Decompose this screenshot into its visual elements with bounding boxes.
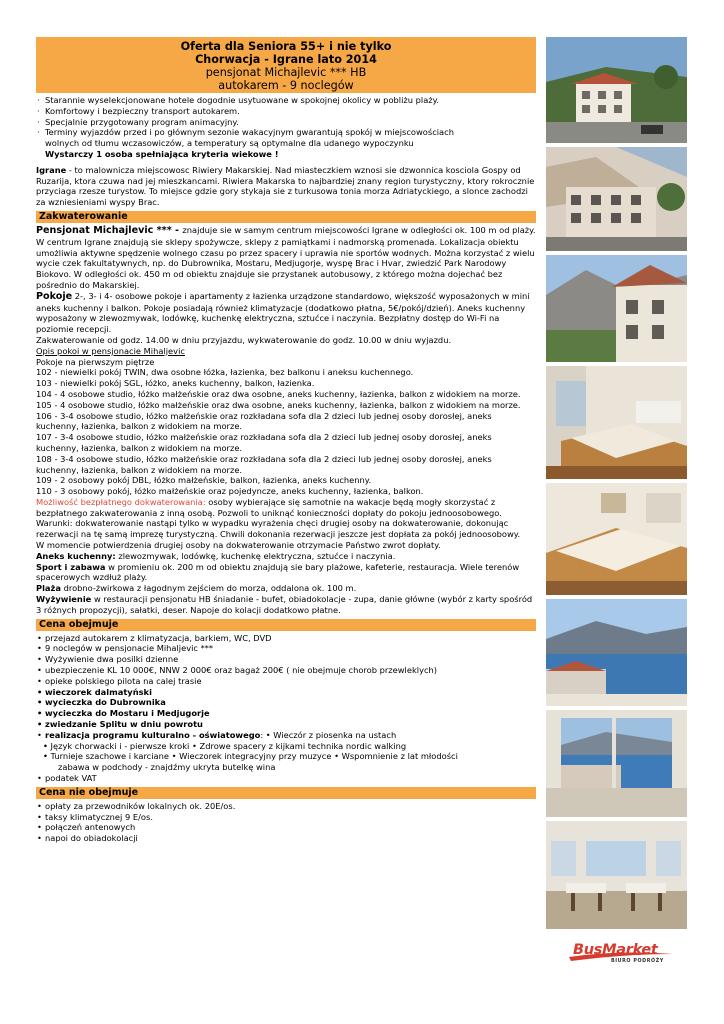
pokoje-description: Pokoje 2-, 3- i 4- osobowe pokoje i apartamenty z łazienka urządzone standardowo, większość wyposażonych w mini aneks kuchenny i balkon. Pokoje posiadają również klimatyzacje (dodatkowo płatna, 5€/pokój/dzień). Aneks kuchenny wyposażony w zlewozmywak, lodówkę, kuchenkę elektryczna, sztućce i naczynia. Bezpłatny dostęp do Wi-Fi na poziomie recepcji.	[36, 290, 530, 335]
intro-bullets	[36, 95, 536, 160]
excluded-list	[36, 801, 536, 844]
room-104: 104 - 4 osobowe studio, łóżko małżeńskie oraz dwa osobne, aneks kuchenny, łazienka, balkon z widokiem na morze.	[36, 388, 521, 399]
list-item: • ubezpieczenie KL 10 000€, NNW 2 000€ oraz bagaż 200€ ( nie obejmuje chorob przewleklych)	[36, 665, 536, 676]
pensjonat-description: Pensjonat Michajlevic *** - znajduje sie w samym centrum miejscowości Igrane w odległości ok. 100 m od plaży. W centrum Igrane znajdują sie sklepy spożywcze, sklepy z pamiątkami i nadmorską promenada. Lokalizacja obiektu umożliwia aktywne spędzenie wolnego czasu po przez spacery i uprawia nie sportów wodnych. Można korzystać z wielu wycie czek fakultatywnych, np. do Dubrownika, Mostaru, Medjugorje, wyspę Brac i Hvar, zwiedzić Park Narodowy Biokovo. W odległości ok. 450 m od obiektu znajduje sie przystanek autobusowy, z którego można dojechać bez pośrednio do Makarskiej.	[36, 224, 536, 290]
list-item: • realizacja programu kulturalno - oświatowego: • Wieczór z piosenka na ustach	[36, 730, 536, 741]
offer-title: Oferta dla Seniora 55+ i nie tylko	[180, 40, 392, 53]
room-103: 103 - niewielki pokój SGL, łóżko, aneks kuchenny, balkon, łazienka.	[36, 378, 315, 389]
busmarket-logo: BusMarket BIURO PODRÓŻY	[567, 940, 677, 970]
offer-content	[36, 37, 536, 844]
list-item: • taksy klimatycznej 9 E/os.	[36, 812, 536, 823]
room-105: 105 - 4 osobowe studio, łóżko małżeńskie oraz dwa osobne, aneks kuchenny, łazienka, balkon z widokiem na morze.	[36, 399, 521, 410]
list-item: • przejazd autokarem z klimatyzacja, barkiem, WC, DVD	[36, 633, 536, 644]
list-item: • zwiedzanie Splitu w dniu powrotu	[36, 719, 536, 730]
offer-subtitle: Chorwacja - Igrane lato 2014	[195, 53, 377, 66]
dokwaterowanie-info: Możliwość bezpłatnego dokwaterowania: osoby wybierające się samotnie na wakacje będą mogły skorzystać z bezpłatnego zakwaterowania z inną osobą. Pozwoli to uniknąć konieczności dopłaty do pokoju jednoosobowego.	[36, 496, 502, 518]
meals-info: Wyżywienie w restauracji pensjonatu HB śniadanie - bufet, obiadokolacje - zupa, danie główne (wybór z karty spośród 3 różnych propozycji), sałatki, deser. Napoje do kolacji dodatkowo płatne.	[36, 594, 533, 615]
warunki-info: Warunki: dokwaterowanie nastąpi tylko w wypadku wyrażenia chęci drugiej osoby na dokwaterowanie, dokonując rezerwacji na tę samą imprezę turystyczną. Chwili dokonania rezerwacji jeszcze jest dopłata za pokój jednoosobowy.	[36, 518, 521, 540]
photo-column	[546, 37, 687, 929]
aneks-info: Aneks kuchenny: zlewozmywak, lodówkę, kuchenkę elektryczna, sztućce i naczynia.	[36, 550, 396, 561]
hotel-street-photo	[546, 147, 687, 251]
list-item: · Specjalnie przygotowany program animacyjny.	[36, 117, 536, 128]
room-108: 108 - 3-4 osobowe studio, łóżko małżeńskie oraz rozkładana sofa dla 2 dzieci lub jednej osoby dorosłej, aneks kuchenny, łazienka, balkon z widokiem na morze.	[36, 453, 492, 475]
section-header-cena-nie-obejmuje: Cena nie obejmuje	[36, 787, 536, 799]
age-criteria: Wystarczy 1 osoba spełniająca kryteria wiekowe !	[45, 148, 279, 159]
list-item: • • Język chorwacki i - pierwsze kroki • Zdrowe spacery z kijkami technika nordic walking	[36, 741, 536, 752]
list-item: wolnych od tłumu wczasowiczów, a temperatury są optymalne dla udanego wypoczynku	[45, 138, 414, 149]
list-item: • wycieczka do Dubrownika	[36, 697, 536, 708]
room-106: 106 - 3-4 osobowe studio, łóżko małżeńskie oraz rozkładana sofa dla 2 dzieci lub jednej osoby dorosłej, aneks kuchenny, łazienka, balkon z widokiem na morze.	[36, 410, 492, 432]
list-item: · Komfortowy i bezpieczny transport autokarem.	[36, 106, 536, 117]
igrane-description: Igrane - to malownicza miejscowosc Riwiery Makarskiej. Nad miasteczkiem wznosi sie dzwonnica kosciola Gospy od Ruzarija, ktora czuwa nad jej mieszkancami. Riwiera Makarska to najbardziej znany region turystyczny, ktory rokrocznie przyciaga rzesze turystow. To miejsce gdzie gory stykaja sie z turkusowa tonia morza Adriatyckiego, a slonce zachodzi za wzniesieniami wyspy Brac.	[36, 164, 535, 208]
room-110: 110 - 3 osobowy pokój, łóżko małżeńskie oraz pojedyncze, aneks kuchenny, łazienka, balkon.	[36, 486, 424, 497]
rooms-title: Opis pokoi w pensjonacie Mihaljevic	[36, 345, 185, 356]
transport-info: autokarem - 9 noclegów	[218, 79, 354, 92]
list-item: • 9 noclegów w pensjonacie Mihaljevic ***	[36, 643, 536, 654]
section-header-cena-obejmuje: Cena obejmuje	[36, 619, 536, 631]
list-item: • wycieczka do Mostaru i Medjugorje	[36, 708, 536, 719]
floor-label: Pokoje na pierwszym piętrze	[36, 356, 155, 367]
list-item: • opieke polskiego pilota na calej trasie	[36, 676, 536, 687]
list-item: • • Turnieje szachowe i karciane • Wieczorek integracyjny przy muzyce • Wspomnienie z lat młodości	[36, 751, 536, 762]
balcony-view-photo	[546, 710, 687, 817]
room-photo-1	[546, 366, 687, 479]
sport-info: Sport i zabawa w promieniu ok. 200 m od obiektu znajdują sie bary plażowe, kafeterie, restauracja. Wiele terenów spacerowych wzdłuż plaży.	[36, 561, 520, 583]
list-item: • Wyżywienie dwa posilki dzienne	[36, 654, 536, 665]
list-item: • napoi do obiadokolacji	[36, 833, 536, 844]
list-item: • połączeń antenowych	[36, 822, 536, 833]
list-item: zabawa w podchody - znajdźmy ukryta butelkę wina	[58, 762, 276, 773]
room-107: 107 - 3-4 osobowe studio, łóżko małżeńskie oraz rozkładana sofa dla 2 dzieci lub jednej osoby dorosłej, aneks kuchenny, łazienka, balkon z widokiem na morze.	[36, 432, 492, 453]
list-item: · Terminy wyjazdów przed i po głównym sezonie wakacyjnym gwarantują spokój w miejscowościach	[36, 127, 536, 138]
check-in-hours: Zakwaterowanie od godz. 14.00 w dniu przyjazdu, wykwaterowanie do godz. 10.00 w dniu wyjazdu.	[36, 334, 452, 345]
hotel-name: pensjonat Michajlevic *** HB	[205, 66, 367, 79]
beach-info: Plaża drobno-żwirkowa z łagodnym zejściem do morza, oddalona ok. 100 m.	[36, 583, 357, 594]
list-item: • podatek VAT	[36, 773, 536, 784]
section-header-zakwaterowanie: Zakwaterowanie	[36, 211, 536, 223]
sea-view-photo	[546, 599, 687, 706]
offer-header	[36, 37, 536, 93]
room-109: 109 - 2 osobowy pokój DBL, łóżko małżeńskie, balkon, łazienka, aneks kuchenny.	[36, 475, 372, 486]
hotel-exterior-photo	[546, 37, 687, 143]
list-item: · Starannie wyselekcjonowane hotele dogodnie usytuowane w spokojnej okolicy w pobliżu plaży.	[36, 95, 536, 106]
mountain-view-photo	[546, 255, 687, 362]
dining-room-photo	[546, 821, 687, 929]
list-item: • opłaty za przewodników lokalnych ok. 20E/os.	[36, 801, 536, 812]
room-photo-2	[546, 483, 687, 595]
refund-info: W momencie potwierdzenia drugiej osoby na dokwaterowanie otrzymacie Państwo zwrot dopłaty.	[36, 540, 441, 551]
room-102: 102 - niewielki pokój TWIN, dwa osobne łóżka, łazienka, bez balkonu i aneksu kuchennego.	[36, 367, 414, 378]
included-list	[36, 633, 536, 784]
list-item: • wieczorek dalmatyński	[36, 687, 536, 698]
